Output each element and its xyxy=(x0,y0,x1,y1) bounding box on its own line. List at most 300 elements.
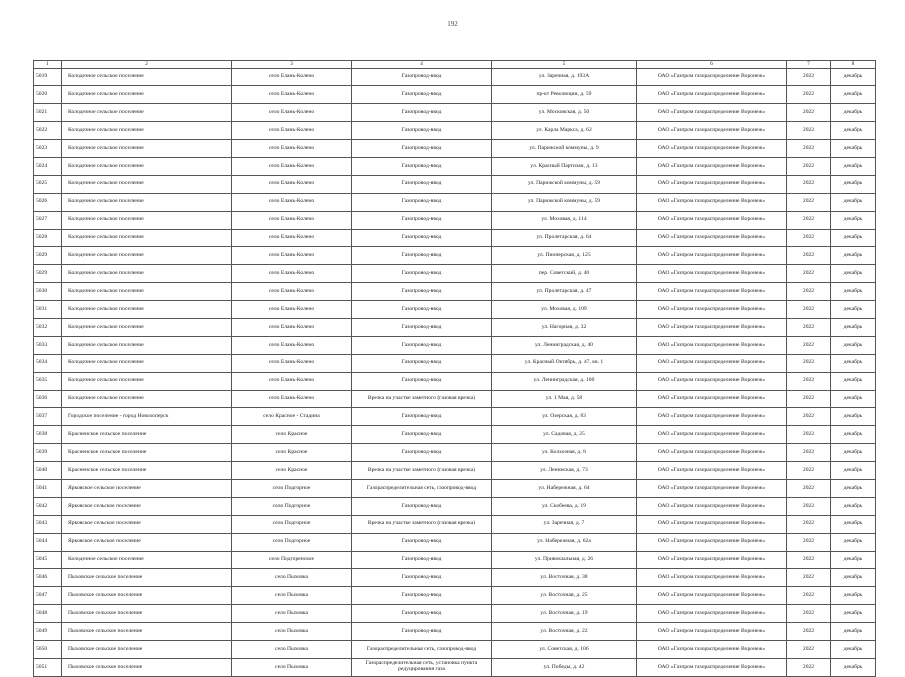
locality-cell: село Красное xyxy=(232,444,352,462)
organization-cell: ОАО «Газпром газораспределение Воронеж» xyxy=(637,587,787,605)
table-row xyxy=(34,623,876,641)
settlement-cell: Колодезное сельское поселение xyxy=(62,265,232,283)
object-cell: Газопровод-ввод xyxy=(352,122,492,140)
locality-cell: село Елань-Колено xyxy=(232,104,352,122)
table-row xyxy=(34,140,876,158)
object-cell: Газораспределительная сеть, установка пункта редуцирования газа xyxy=(352,658,492,676)
row-number: 5025 xyxy=(34,175,62,193)
settlement-cell: Колодезное сельское поселение xyxy=(62,229,232,247)
locality-cell: село Красное xyxy=(232,426,352,444)
table-row xyxy=(34,587,876,605)
table-row xyxy=(34,86,876,104)
row-number: 5045 xyxy=(34,551,62,569)
row-number: 5050 xyxy=(34,641,62,659)
organization-cell: ОАО «Газпром газораспределение Воронеж» xyxy=(637,86,787,104)
organization-cell: ОАО «Газпром газораспределение Воронеж» xyxy=(637,318,787,336)
month-cell: декабрь xyxy=(831,426,876,444)
settlement-cell: Пыховское сельское поселение xyxy=(62,623,232,641)
table-row xyxy=(34,318,876,336)
row-number: 5031 xyxy=(34,301,62,319)
year-cell: 2022 xyxy=(787,318,831,336)
year-cell: 2022 xyxy=(787,533,831,551)
locality-cell: село Пыховка xyxy=(232,605,352,623)
table-row xyxy=(34,354,876,372)
row-number: 5041 xyxy=(34,479,62,497)
table-row xyxy=(34,247,876,265)
address-cell: ул. Восточная, д. 22 xyxy=(492,623,637,641)
table-row xyxy=(34,390,876,408)
address-cell: ул. Набережная, д. 62а xyxy=(492,533,637,551)
object-cell: Газопровод-ввод xyxy=(352,68,492,86)
year-cell: 2022 xyxy=(787,68,831,86)
settlement-cell: Колодезное сельское поселение xyxy=(62,551,232,569)
address-cell: ул. Московская, д. 50 xyxy=(492,104,637,122)
row-number: 5030 xyxy=(34,283,62,301)
locality-cell: село Пыховка xyxy=(232,658,352,676)
organization-cell: ОАО «Газпром газораспределение Воронеж» xyxy=(637,336,787,354)
object-cell: Газопровод-ввод xyxy=(352,587,492,605)
organization-cell: ОАО «Газпром газораспределение Воронеж» xyxy=(637,479,787,497)
row-number: 5035 xyxy=(34,372,62,390)
address-cell: ул. Скобеева, д. 19 xyxy=(492,497,637,515)
object-cell: Газопровод-ввод xyxy=(352,140,492,158)
row-number: 5044 xyxy=(34,533,62,551)
object-cell: Газопровод-ввод xyxy=(352,623,492,641)
row-number: 5033 xyxy=(34,336,62,354)
year-cell: 2022 xyxy=(787,122,831,140)
month-cell: декабрь xyxy=(831,157,876,175)
locality-cell: село Елань-Колено xyxy=(232,283,352,301)
settlement-cell: Пыховское сельское поселение xyxy=(62,658,232,676)
locality-cell: село Пыховка xyxy=(232,587,352,605)
settlement-cell: Пыховское сельское поселение xyxy=(62,641,232,659)
column-header: 5 xyxy=(492,61,637,69)
organization-cell: ОАО «Газпром газораспределение Воронеж» xyxy=(637,569,787,587)
row-number: 5043 xyxy=(34,515,62,533)
year-cell: 2022 xyxy=(787,444,831,462)
address-cell: ул. Моховая, д. 114 xyxy=(492,211,637,229)
organization-cell: ОАО «Газпром газораспределение Воронеж» xyxy=(637,211,787,229)
month-cell: декабрь xyxy=(831,211,876,229)
object-cell: Газопровод-ввод xyxy=(352,193,492,211)
year-cell: 2022 xyxy=(787,551,831,569)
settlement-cell: Колодезное сельское поселение xyxy=(62,211,232,229)
month-cell: декабрь xyxy=(831,587,876,605)
table-row xyxy=(34,211,876,229)
month-cell: декабрь xyxy=(831,193,876,211)
year-cell: 2022 xyxy=(787,462,831,480)
row-number: 5040 xyxy=(34,462,62,480)
settlement-cell: Колодезное сельское поселение xyxy=(62,122,232,140)
table-row xyxy=(34,175,876,193)
month-cell: декабрь xyxy=(831,533,876,551)
organization-cell: ОАО «Газпром газораспределение Воронеж» xyxy=(637,658,787,676)
year-cell: 2022 xyxy=(787,247,831,265)
settlement-cell: Колодезное сельское поселение xyxy=(62,301,232,319)
organization-cell: ОАО «Газпром газораспределение Воронеж» xyxy=(637,301,787,319)
locality-cell: село Елань-Колено xyxy=(232,247,352,265)
organization-cell: ОАО «Газпром газораспределение Воронеж» xyxy=(637,229,787,247)
settlement-cell: Колодезное сельское поселение xyxy=(62,247,232,265)
settlement-cell: Колодезное сельское поселение xyxy=(62,372,232,390)
organization-cell: ОАО «Газпром газораспределение Воронеж» xyxy=(637,605,787,623)
month-cell: декабрь xyxy=(831,462,876,480)
settlement-cell: Красненское сельское поселение xyxy=(62,444,232,462)
locality-cell: село Елань-Коленo xyxy=(232,68,352,86)
object-cell: Газопровод-ввод xyxy=(352,157,492,175)
object-cell: Газопровод-ввод xyxy=(352,283,492,301)
address-cell: ул. Ленинская, д. 73 xyxy=(492,462,637,480)
address-cell: ул. Заречная, д. 193А xyxy=(492,68,637,86)
row-number: 5049 xyxy=(34,623,62,641)
object-cell: Врезка на участке заметного (газовая врезка) xyxy=(352,515,492,533)
object-cell: Газопровод-ввод xyxy=(352,301,492,319)
organization-cell: ОАО «Газпром газораспределение Воронеж» xyxy=(637,140,787,158)
year-cell: 2022 xyxy=(787,157,831,175)
row-number: 5032 xyxy=(34,318,62,336)
month-cell: декабрь xyxy=(831,140,876,158)
year-cell: 2022 xyxy=(787,587,831,605)
address-cell: пр-кт Революции, д. 59 xyxy=(492,86,637,104)
organization-cell: ОАО «Газпром газораспределение Воронеж» xyxy=(637,247,787,265)
row-number: 5042 xyxy=(34,497,62,515)
object-cell: Газопровод-ввод xyxy=(352,372,492,390)
address-cell: ул. Садовая, д. 25 xyxy=(492,426,637,444)
year-cell: 2022 xyxy=(787,479,831,497)
object-cell: Газопровод-ввод xyxy=(352,229,492,247)
settlement-cell: Ярковское сельское поселение xyxy=(62,515,232,533)
locality-cell: село Красное - Стадина xyxy=(232,408,352,426)
locality-cell: село Пыховка xyxy=(232,569,352,587)
locality-cell: село Подгорное xyxy=(232,497,352,515)
row-number: 5024 xyxy=(34,157,62,175)
gas-works-table xyxy=(33,60,876,677)
settlement-cell: Колодезное сельское поселение xyxy=(62,157,232,175)
row-number: 5047 xyxy=(34,587,62,605)
month-cell: декабрь xyxy=(831,301,876,319)
month-cell: декабрь xyxy=(831,515,876,533)
table-row xyxy=(34,569,876,587)
table-row xyxy=(34,444,876,462)
column-header: 6 xyxy=(637,61,787,69)
address-cell: ул. Пионерская, д. 125 xyxy=(492,247,637,265)
organization-cell: ОАО «Газпром газораспределение Воронеж» xyxy=(637,426,787,444)
month-cell: декабрь xyxy=(831,372,876,390)
year-cell: 2022 xyxy=(787,515,831,533)
settlement-cell: Колодезное сельское поселение xyxy=(62,354,232,372)
row-number: 5019 xyxy=(34,68,62,86)
month-cell: декабрь xyxy=(831,390,876,408)
row-number: 5023 xyxy=(34,140,62,158)
address-cell: ул. Восточная, д. 19 xyxy=(492,605,637,623)
settlement-cell: Колодезное сельское поселение xyxy=(62,336,232,354)
object-cell: Газопровод-ввод xyxy=(352,336,492,354)
address-cell: ул. Ленинградская, д. 40 xyxy=(492,336,637,354)
column-number-row xyxy=(34,61,876,69)
year-cell: 2022 xyxy=(787,390,831,408)
month-cell: декабрь xyxy=(831,104,876,122)
table-row xyxy=(34,229,876,247)
month-cell: декабрь xyxy=(831,479,876,497)
column-header: 3 xyxy=(232,61,352,69)
month-cell: декабрь xyxy=(831,497,876,515)
locality-cell: село Елань-Колено xyxy=(232,390,352,408)
address-cell: ул. Заречная, д. 7 xyxy=(492,515,637,533)
locality-cell: село Елань-Колено xyxy=(232,157,352,175)
table-row xyxy=(34,104,876,122)
row-number: 5036 xyxy=(34,390,62,408)
locality-cell: село Елань-Колено xyxy=(232,336,352,354)
row-number: 5028 xyxy=(34,229,62,247)
organization-cell: ОАО «Газпром газораспределение Воронеж» xyxy=(637,104,787,122)
month-cell: декабрь xyxy=(831,605,876,623)
table-row xyxy=(34,265,876,283)
address-cell: ул. Озерская, д. 83 xyxy=(492,408,637,426)
row-number: 5039 xyxy=(34,444,62,462)
year-cell: 2022 xyxy=(787,605,831,623)
month-cell: декабрь xyxy=(831,569,876,587)
locality-cell: село Пыховка xyxy=(232,623,352,641)
organization-cell: ОАО «Газпром газораспределение Воронеж» xyxy=(637,533,787,551)
object-cell: Газопровод-ввод xyxy=(352,211,492,229)
address-cell: ул. Парижской коммуны, д. 9 xyxy=(492,140,637,158)
locality-cell: село Елань-Колено xyxy=(232,265,352,283)
address-cell: ул. Красный Октябрь, д. 47, кв. 1 xyxy=(492,354,637,372)
address-cell: ул. 1 Мая, д. 58 xyxy=(492,390,637,408)
row-number: 5021 xyxy=(34,104,62,122)
object-cell: Газопровод-ввод xyxy=(352,104,492,122)
year-cell: 2022 xyxy=(787,497,831,515)
organization-cell: ОАО «Газпром газораспределение Воронеж» xyxy=(637,390,787,408)
table-row xyxy=(34,515,876,533)
column-header: 1 xyxy=(34,61,62,69)
object-cell: Газопровод-ввод xyxy=(352,426,492,444)
settlement-cell: Пыховское сельское поселение xyxy=(62,605,232,623)
table-row xyxy=(34,122,876,140)
object-cell: Газопровод-ввод xyxy=(352,175,492,193)
row-number: 5037 xyxy=(34,408,62,426)
organization-cell: ОАО «Газпром газораспределение Воронеж» xyxy=(637,408,787,426)
year-cell: 2022 xyxy=(787,658,831,676)
year-cell: 2022 xyxy=(787,408,831,426)
row-number: 5038 xyxy=(34,426,62,444)
settlement-cell: Ярковское сельское поселение xyxy=(62,497,232,515)
organization-cell: ОАО «Газпром газораспределение Воронеж» xyxy=(637,497,787,515)
settlement-cell: Колодезное сельское поселение xyxy=(62,68,232,86)
settlement-cell: Колодезное сельское поселение xyxy=(62,140,232,158)
month-cell: декабрь xyxy=(831,265,876,283)
settlement-cell: Ярковское сельское поселение xyxy=(62,479,232,497)
month-cell: декабрь xyxy=(831,551,876,569)
row-number: 5051 xyxy=(34,658,62,676)
locality-cell: село Елань-Колено xyxy=(232,354,352,372)
column-header: 7 xyxy=(787,61,831,69)
address-cell: ул. Набережная, д. 64 xyxy=(492,479,637,497)
page-number: 192 xyxy=(447,20,458,28)
month-cell: декабрь xyxy=(831,354,876,372)
object-cell: Газопровод-ввод xyxy=(352,247,492,265)
year-cell: 2022 xyxy=(787,265,831,283)
organization-cell: ОАО «Газпром газораспределение Воронеж» xyxy=(637,175,787,193)
object-cell: Газопровод-ввод xyxy=(352,318,492,336)
address-cell: ул. Восточная, д. 38 xyxy=(492,569,637,587)
settlement-cell: Пыховское сельское поселение xyxy=(62,569,232,587)
locality-cell: село Елань-Колено xyxy=(232,211,352,229)
locality-cell: село Елань-Колено xyxy=(232,372,352,390)
settlement-cell: Красненское сельское поселение xyxy=(62,462,232,480)
year-cell: 2022 xyxy=(787,336,831,354)
address-cell: ул. Парижской коммуны, д. 59 xyxy=(492,175,637,193)
locality-cell: село Подгорное xyxy=(232,515,352,533)
year-cell: 2022 xyxy=(787,175,831,193)
organization-cell: ОАО «Газпром газораспределение Воронеж» xyxy=(637,265,787,283)
settlement-cell: Ярковское сельское поселение xyxy=(62,533,232,551)
row-number: 5027 xyxy=(34,211,62,229)
row-number: 5020 xyxy=(34,86,62,104)
year-cell: 2022 xyxy=(787,140,831,158)
year-cell: 2022 xyxy=(787,211,831,229)
organization-cell: ОАО «Газпром газораспределение Воронеж» xyxy=(637,283,787,301)
row-number: 5022 xyxy=(34,122,62,140)
organization-cell: ОАО «Газпром газораспределение Воронеж» xyxy=(637,157,787,175)
locality-cell: село Елань-Колено xyxy=(232,122,352,140)
address-cell: ул. Колхозная, д. 8 xyxy=(492,444,637,462)
organization-cell: ОАО «Газпром газораспределение Воронеж» xyxy=(637,68,787,86)
address-cell: ул. Советская, д. 106 xyxy=(492,641,637,659)
organization-cell: ОАО «Газпром газораспределение Воронеж» xyxy=(637,641,787,659)
settlement-cell: Городское поселение - город Новохоперск xyxy=(62,408,232,426)
year-cell: 2022 xyxy=(787,193,831,211)
column-header: 8 xyxy=(831,61,876,69)
year-cell: 2022 xyxy=(787,623,831,641)
address-cell: ул. Пролетарская, д. 64 xyxy=(492,229,637,247)
month-cell: декабрь xyxy=(831,175,876,193)
organization-cell: ОАО «Газпром газораспределение Воронеж» xyxy=(637,623,787,641)
address-cell: ул. Восточная, д. 25 xyxy=(492,587,637,605)
locality-cell: село Подгорное xyxy=(232,479,352,497)
row-number: 5029 xyxy=(34,265,62,283)
organization-cell: ОАО «Газпром газораспределение Воронеж» xyxy=(637,354,787,372)
month-cell: декабрь xyxy=(831,641,876,659)
locality-cell: село Елань-Колено xyxy=(232,229,352,247)
object-cell: Газопровод-ввод xyxy=(352,86,492,104)
settlement-cell: Колодезное сельское поселение xyxy=(62,193,232,211)
locality-cell: село Елань-Колено xyxy=(232,193,352,211)
address-cell: ул. Карла Маркса, д. 62 xyxy=(492,122,637,140)
table-row xyxy=(34,605,876,623)
table-row xyxy=(34,283,876,301)
month-cell: декабрь xyxy=(831,68,876,86)
table-row xyxy=(34,658,876,676)
locality-cell: село Подгорное xyxy=(232,533,352,551)
locality-cell: село Пыховка xyxy=(232,641,352,659)
table-row xyxy=(34,551,876,569)
object-cell: Газопровод-ввод xyxy=(352,533,492,551)
address-cell: ул. Ленинградская, д. 100 xyxy=(492,372,637,390)
table-row xyxy=(34,336,876,354)
row-number: 5029 xyxy=(34,247,62,265)
column-header: 4 xyxy=(352,61,492,69)
row-number: 5026 xyxy=(34,193,62,211)
organization-cell: ОАО «Газпром газораспределение Воронеж» xyxy=(637,193,787,211)
year-cell: 2022 xyxy=(787,354,831,372)
row-number: 5048 xyxy=(34,605,62,623)
settlement-cell: Колодезное сельское поселение xyxy=(62,104,232,122)
address-cell: ул. Победы, д. 42 xyxy=(492,658,637,676)
year-cell: 2022 xyxy=(787,229,831,247)
locality-cell: село Подгоренское xyxy=(232,551,352,569)
year-cell: 2022 xyxy=(787,283,831,301)
table-row xyxy=(34,497,876,515)
month-cell: декабрь xyxy=(831,122,876,140)
organization-cell: ОАО «Газпром газораспределение Воронеж» xyxy=(637,444,787,462)
organization-cell: ОАО «Газпром газораспределение Воронеж» xyxy=(637,515,787,533)
table-row xyxy=(34,68,876,86)
month-cell: декабрь xyxy=(831,86,876,104)
organization-cell: ОАО «Газпром газораспределение Воронеж» xyxy=(637,122,787,140)
locality-cell: село Елань-Колено xyxy=(232,301,352,319)
object-cell: Газопровод-ввод xyxy=(352,408,492,426)
month-cell: декабрь xyxy=(831,444,876,462)
settlement-cell: Пыховское сельское поселение xyxy=(62,587,232,605)
address-cell: пер. Советский, д. 40 xyxy=(492,265,637,283)
month-cell: декабрь xyxy=(831,283,876,301)
table-row xyxy=(34,301,876,319)
object-cell: Газораспределительная сеть, газопровод-ввод xyxy=(352,479,492,497)
year-cell: 2022 xyxy=(787,301,831,319)
address-cell: ул. Красный Партизан, д. 13 xyxy=(492,157,637,175)
address-cell: ул. Моховая, д. 109 xyxy=(492,301,637,319)
year-cell: 2022 xyxy=(787,104,831,122)
year-cell: 2022 xyxy=(787,569,831,587)
object-cell: Врезка на участке заметного (газовая врезка) xyxy=(352,462,492,480)
object-cell: Газопровод-ввод xyxy=(352,605,492,623)
settlement-cell: Колодезное сельское поселение xyxy=(62,283,232,301)
settlement-cell: Колодезное сельское поселение xyxy=(62,318,232,336)
row-number: 5046 xyxy=(34,569,62,587)
table-row xyxy=(34,157,876,175)
year-cell: 2022 xyxy=(787,372,831,390)
object-cell: Газопровод-ввод xyxy=(352,444,492,462)
year-cell: 2022 xyxy=(787,86,831,104)
organization-cell: ОАО «Газпром газораспределение Воронеж» xyxy=(637,462,787,480)
month-cell: декабрь xyxy=(831,336,876,354)
object-cell: Врезка на участке заметного (газовая врезка) xyxy=(352,390,492,408)
organization-cell: ОАО «Газпром газораспределение Воронеж» xyxy=(637,551,787,569)
table-row xyxy=(34,372,876,390)
object-cell: Газопровод-ввод xyxy=(352,497,492,515)
object-cell: Газораспределительная сеть, газопровод-ввод xyxy=(352,641,492,659)
month-cell: декабрь xyxy=(831,623,876,641)
locality-cell: село Елань-Колено xyxy=(232,318,352,336)
column-header: 2 xyxy=(62,61,232,69)
address-cell: ул. Парижской коммуны, д. 59 xyxy=(492,193,637,211)
table-body xyxy=(34,61,876,677)
year-cell: 2022 xyxy=(787,426,831,444)
object-cell: Газопровод-ввод xyxy=(352,265,492,283)
month-cell: декабрь xyxy=(831,229,876,247)
month-cell: декабрь xyxy=(831,247,876,265)
locality-cell: село Елань-Колено xyxy=(232,175,352,193)
object-cell: Газопровод-ввод xyxy=(352,551,492,569)
settlement-cell: Красненское сельское поселение xyxy=(62,426,232,444)
table-row xyxy=(34,408,876,426)
address-cell: ул. Пролетарская, д. 47 xyxy=(492,283,637,301)
organization-cell: ОАО «Газпром газораспределение Воронеж» xyxy=(637,372,787,390)
table-row xyxy=(34,426,876,444)
table-row xyxy=(34,641,876,659)
table-row xyxy=(34,462,876,480)
